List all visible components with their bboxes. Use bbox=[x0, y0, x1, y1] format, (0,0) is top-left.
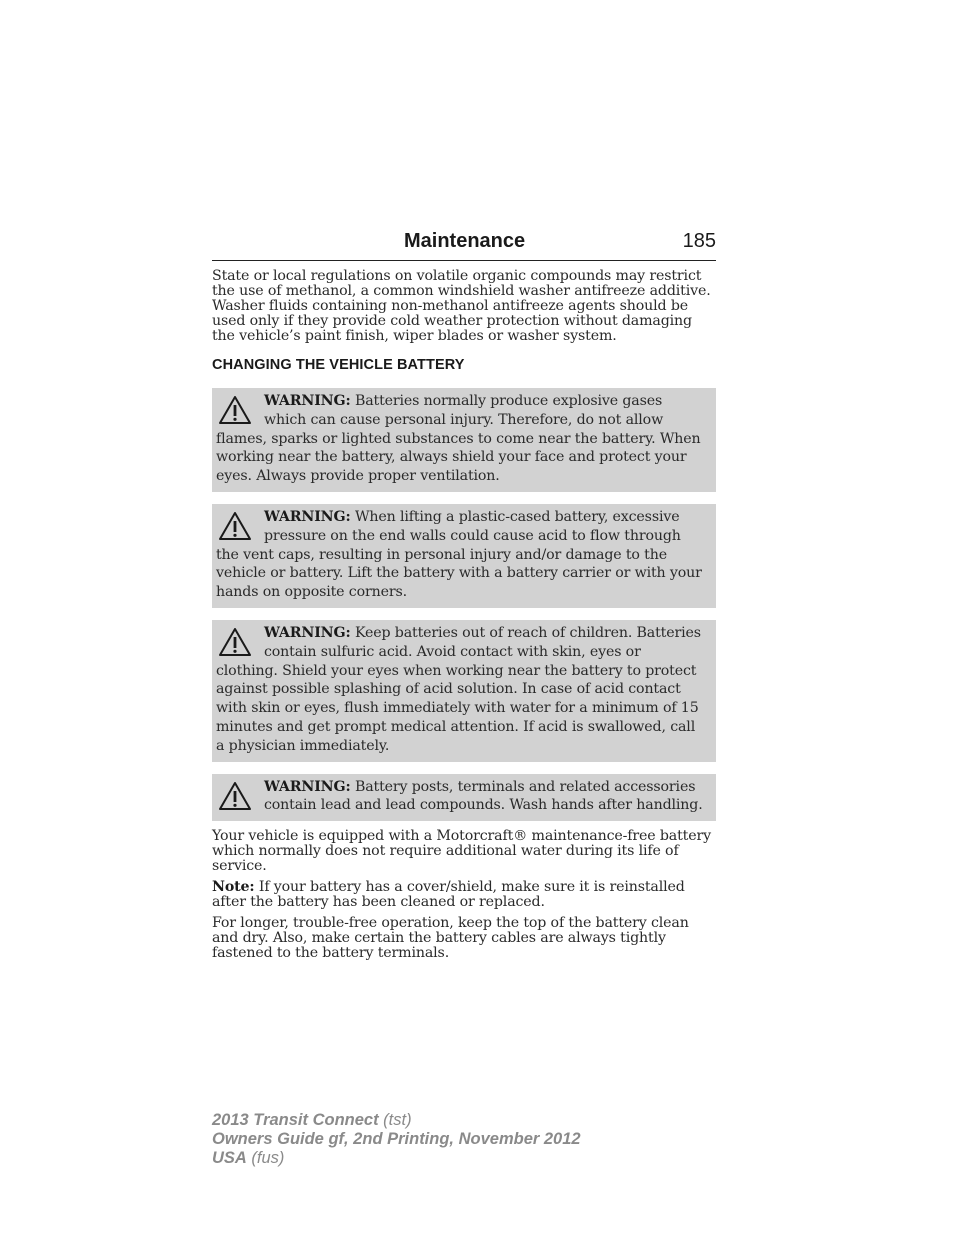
intro-paragraph: State or local regulations on volatile organic compounds may restrict the use of methanol, a common windshield washer antifreeze additive. Washer fluids containing non-methanol antifreeze agents should be used only if they provide cold weather protection without damaging the vehicle’s paint finish, wiper blades or washer system. bbox=[212, 268, 711, 344]
warning-triangle-icon bbox=[218, 627, 252, 657]
page-header bbox=[212, 230, 716, 261]
warning-label: WARNING: bbox=[264, 624, 351, 641]
page-footer bbox=[212, 1111, 581, 1168]
battery-paragraph: Your vehicle is equipped with a Motorcraft® maintenance-free battery which normally does not require additional water during its life of service. bbox=[212, 828, 711, 875]
footer-printing: Owners Guide gf, 2nd Printing, November 2012 bbox=[212, 1130, 581, 1148]
warning-label: WARNING: bbox=[264, 393, 351, 409]
footer-market-code: (fus) bbox=[246, 1149, 285, 1167]
section-title: Maintenance bbox=[404, 230, 526, 252]
warning-label: WARNING: bbox=[264, 778, 351, 795]
warning-box bbox=[212, 620, 716, 762]
section-heading: CHANGING THE VEHICLE BATTERY bbox=[212, 357, 465, 373]
note-paragraph bbox=[212, 880, 716, 910]
maintenance-paragraph: For longer, trouble-free operation, keep the top of the battery clean and dry. Also, make certain the battery cables are always tightly fastened to the battery terminals. bbox=[212, 915, 689, 962]
footer-model: 2013 Transit Connect bbox=[212, 1111, 379, 1129]
warning-triangle-icon bbox=[218, 511, 252, 541]
note-label: Note: bbox=[212, 879, 255, 896]
warning-label: WARNING: bbox=[264, 508, 351, 525]
warning-triangle-icon bbox=[218, 781, 252, 811]
warning-text: Keep batteries out of reach of children. Batteries contain sulfuric acid. Avoid contact with skin, eyes or clothing. Shield your eyes when working near the battery to protect against possible splashing of acid solution. In case of acid contact with skin or eyes, flush immediately with water for a minimum of 15 minutes and get prompt medical attention. If acid is swallowed, call a physician immediately. bbox=[216, 624, 701, 754]
warning-text: Battery posts, terminals and related accessories contain lead and lead compounds. Wash hands after handling. bbox=[264, 778, 703, 814]
warning-box bbox=[212, 388, 716, 492]
warning-box bbox=[212, 504, 716, 608]
footer-model-code: (tst) bbox=[378, 1111, 412, 1129]
warning-text: Batteries normally produce explosive gases which can cause personal injury. Therefore, do not allow flames, sparks or lighted substances to come near the battery. When working near the battery, always shield your face and protect your eyes. Always provide proper ventilation. bbox=[216, 393, 701, 485]
page-number: 185 bbox=[682, 230, 716, 252]
warning-box bbox=[212, 774, 716, 822]
footer-line-2 bbox=[212, 1130, 581, 1149]
footer-line-1 bbox=[212, 1111, 581, 1130]
warning-triangle-icon bbox=[218, 395, 252, 425]
footer-market: USA bbox=[212, 1149, 247, 1167]
note-text: If your battery has a cover/shield, make sure it is reinstalled after the battery has been cleaned or replaced. bbox=[212, 879, 685, 911]
page-content bbox=[212, 230, 716, 961]
footer-line-3 bbox=[212, 1149, 581, 1168]
warning-text: When lifting a plastic-cased battery, excessive pressure on the end walls could cause acid to flow through the vent caps, resulting in personal injury and/or damage to the vehicle or battery. Lift the battery with a battery carrier or with your hands on opposite corners. bbox=[216, 508, 702, 601]
